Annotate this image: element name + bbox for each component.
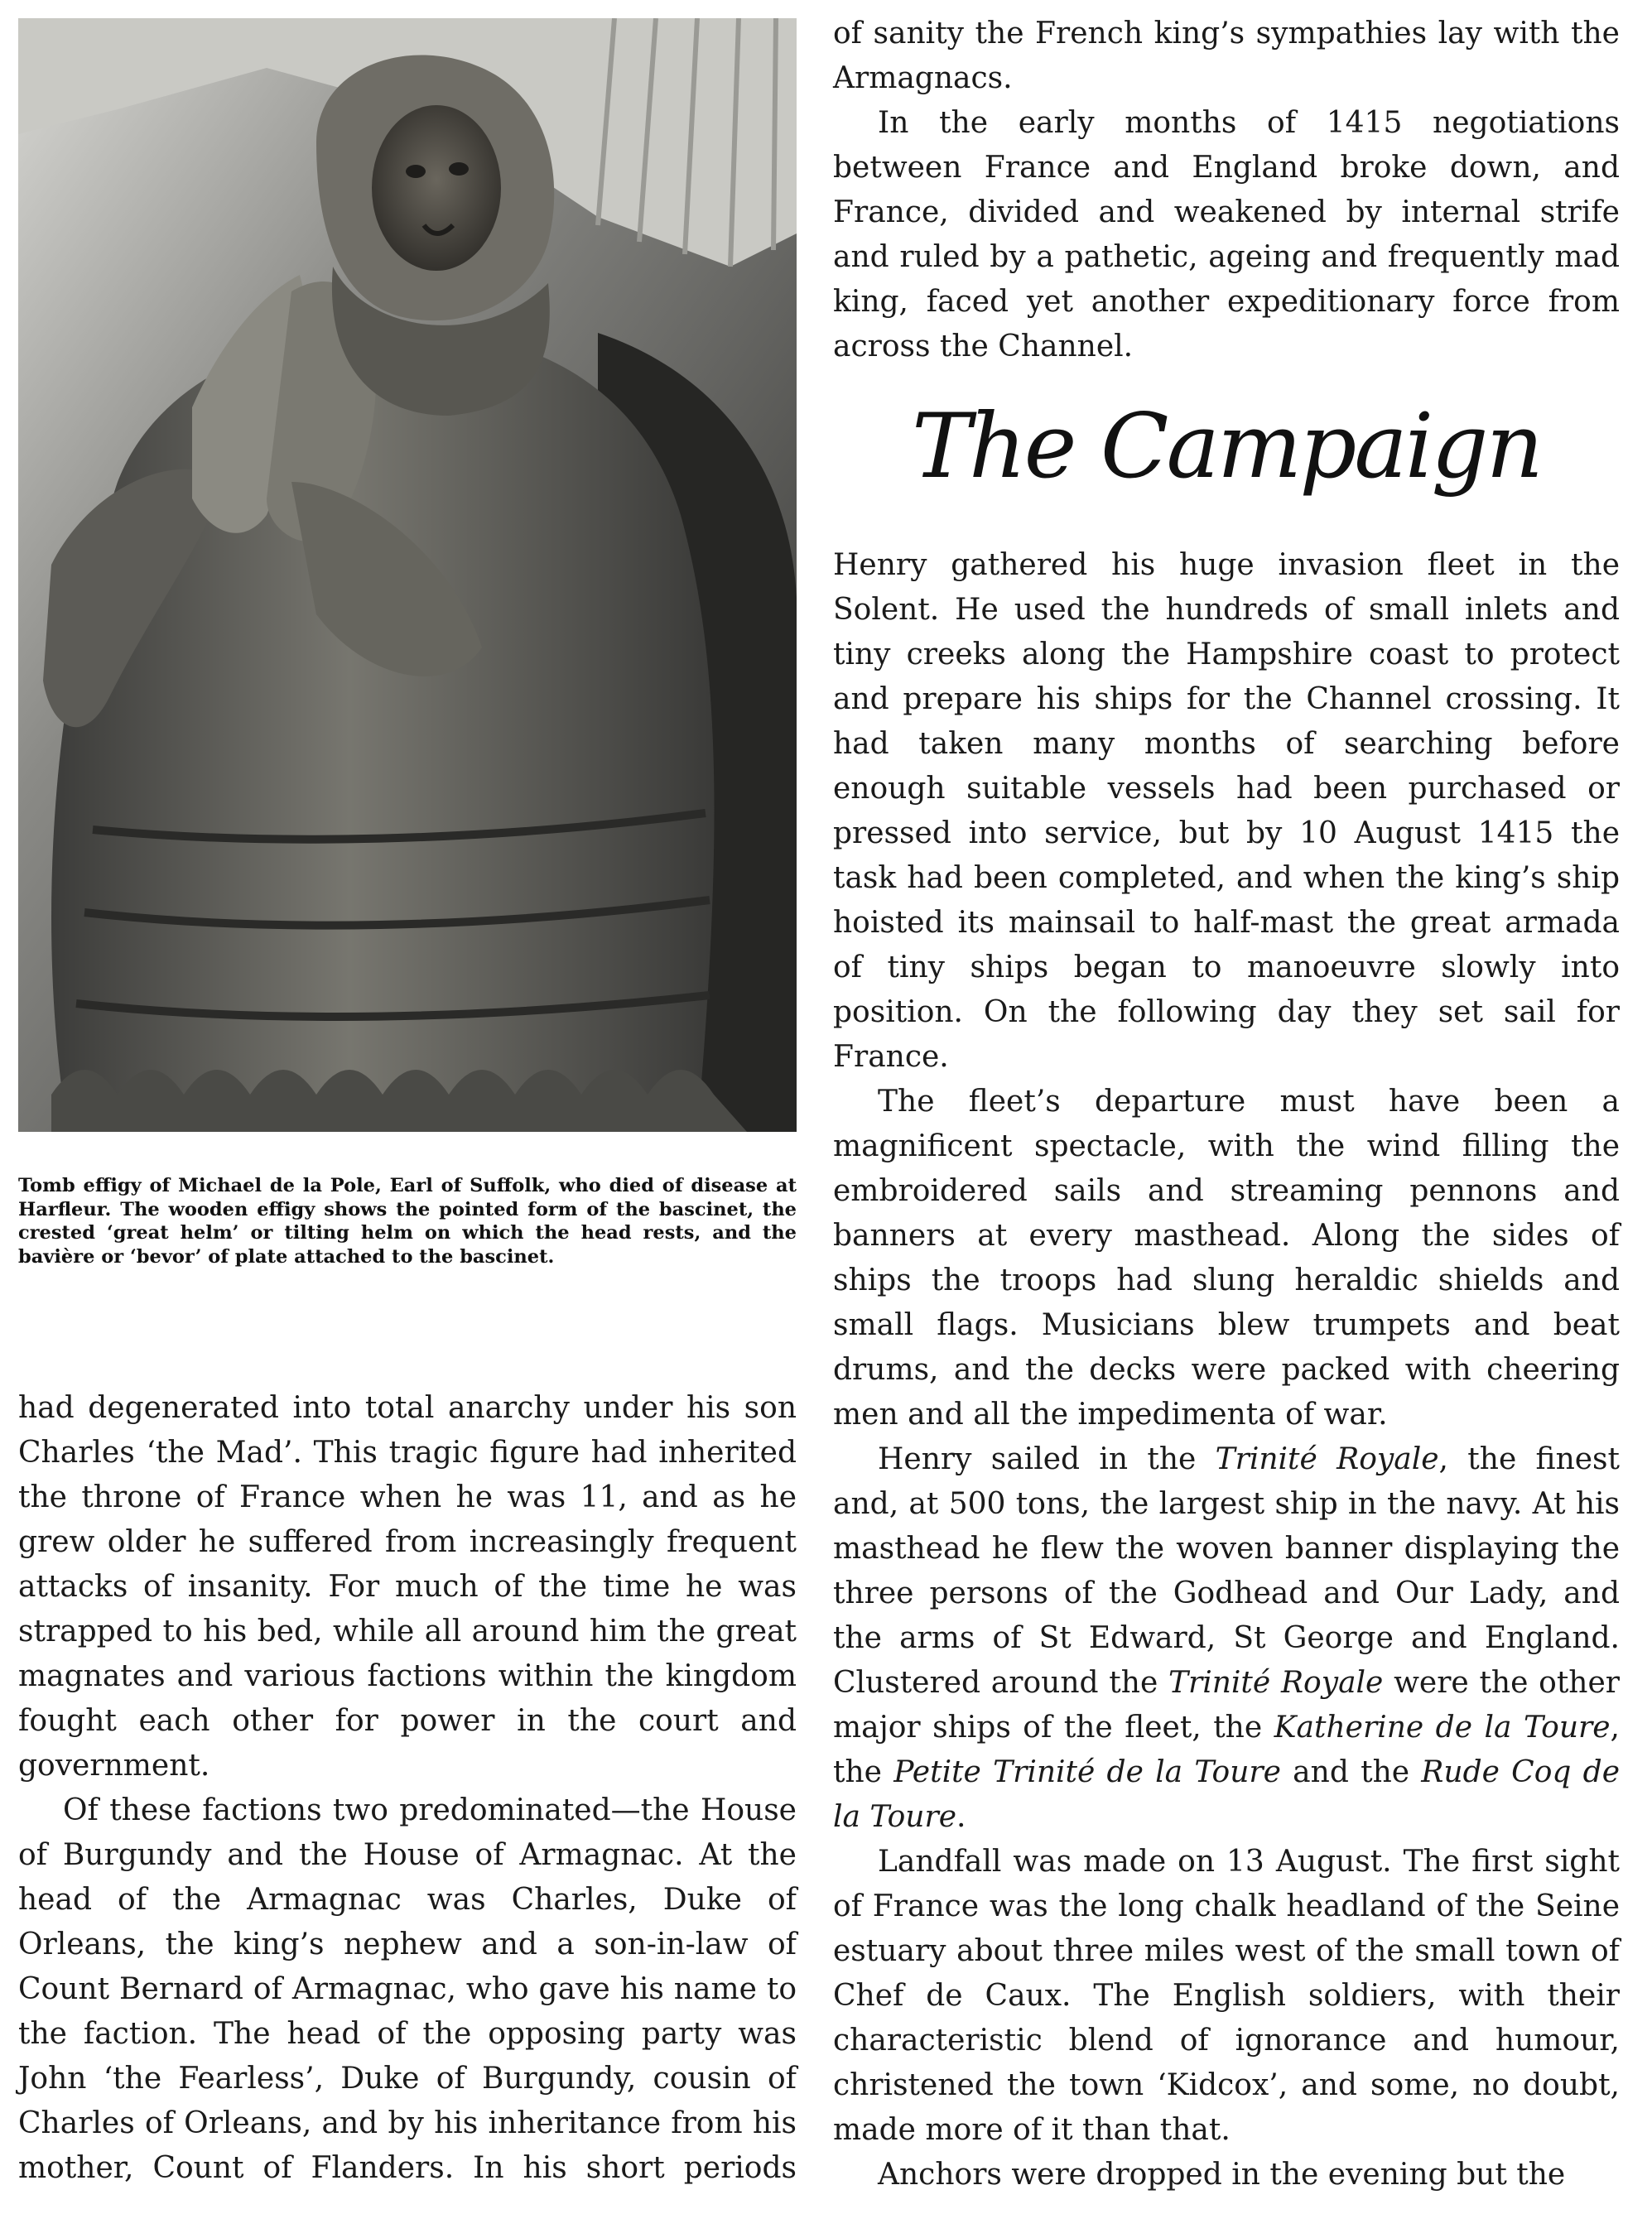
ship-name-petite-trinite: Petite Trinité de la Toure: [893, 1755, 1281, 1789]
p3-text-1: Henry sailed in the: [878, 1442, 1216, 1476]
p3-text-3: were the other major ships of the fleet, the: [833, 1666, 1620, 1745]
p3-text-6: .: [956, 1800, 966, 1834]
section-heading: The Campaign: [911, 395, 1542, 498]
right-column-intro: [833, 12, 1620, 369]
campaign-paragraph-5: Anchors were dropped in the evening but the: [878, 2158, 1566, 2192]
left-column: [18, 1386, 797, 2191]
right-intro-paragraph-2: In the early months of 1415 negotiations between France and England broke down, and France, divided and weakened by internal strife and ruled by a pathetic, ageing and frequently mad king, faced yet another expeditionary force from across the Channel.: [833, 106, 1620, 363]
campaign-paragraph-4: Landfall was made on 13 August. The first sight of France was the long chalk headland of the Seine estuary about three miles west of the small town of Chef de Caux. The English soldiers, with their characteristic blend of ignorance and humour, christened the town ‘Kidcox’, and some, no doubt, made more of it than that.: [833, 1845, 1620, 2147]
campaign-paragraph-1: Henry gathered his huge invasion fleet in the Solent. He used the hundreds of small inlets and tiny creeks along the Hampshire coast to protect and prepare his ships for the Channel crossing. It had taken many months of searching before enough suitable vessels had been purchased or pressed into service, but by 10 August 1415 the task had been completed, and when the king’s ship hoisted its mainsail to half-mast the great armada of tiny ships began to manoeuvre slowly into position. On the following day they set sail for France.: [833, 548, 1620, 1074]
p3-text-4: , the: [833, 1711, 1620, 1789]
effigy-photograph: [18, 18, 797, 1132]
effigy-face: [372, 105, 501, 271]
figure-caption: [18, 1174, 797, 1268]
ship-name-trinite-royale: Trinité Royale: [1215, 1442, 1439, 1476]
ship-name-trinite-royale-2: Trinité Royale: [1168, 1666, 1384, 1700]
campaign-paragraph-2: The fleet’s departure must have been a magnificent spectacle, with the wind filling the embroidered sails and streaming pennons and banners at every masthead. Along the sides of ships the troops had slung heraldic shields and small flags. Musicians blew trumpets and beat drums, and the decks were packed with cheering men and all the impedimenta of war.: [833, 1085, 1620, 1432]
effigy-illustration: [18, 18, 797, 1132]
campaign-paragraph-3: [833, 1437, 1620, 1840]
ship-name-rude-coq: Rude Coq de la Toure: [833, 1755, 1621, 1834]
left-paragraph-1: had degenerated into total anarchy under his son Charles ‘the Mad’. This tragic figure had inherited the throne of France when he was 11, and as he grew older he suffered from increasingly frequent attacks of insanity. For much of the time he was strapped to his bed, while all around him the great magnates and various factions within the kingdom fought each other for power in the court and government.: [18, 1391, 797, 1783]
left-paragraph-2: Of these factions two predominated—the House of Burgundy and the House of Armagnac. At the head of the Armagnac was Charles, Duke of Orleans, the king’s nephew and a son-in-law of Count Bernard of Armagnac, who gave his name to the faction. The head of the opposing party was John ‘the Fearless’, Duke of Burgundy, cousin of Charles of Orleans, and by his inheritance from his mother, Count of Flanders. In his short periods: [18, 1793, 797, 2185]
p3-text-5: and the: [1280, 1755, 1422, 1789]
p3-text-2: , the finest and, at 500 tons, the largest ship in the navy. At his masthead he flew the woven banner displaying the three persons of the Godhead and Our Lady, and the arms of St Edward, St George and England. Clustered around the: [833, 1442, 1621, 1700]
caption-text: Tomb effigy of Michael de la Pole, Earl of Suffolk, who died of disease at Harfleur. The wooden effigy shows the pointed form of the bascinet, the crested ‘great helm’ or tilting helm on which the head rests, and the bavière or ‘bevor’ of plate attached to the bascinet.: [18, 1175, 797, 1268]
right-column-body: [833, 543, 1620, 2197]
right-intro-paragraph-1: of sanity the French king’s sympathies lay with the Armagnacs.: [833, 17, 1620, 95]
ship-name-katherine: Katherine de la Toure: [1274, 1711, 1611, 1745]
